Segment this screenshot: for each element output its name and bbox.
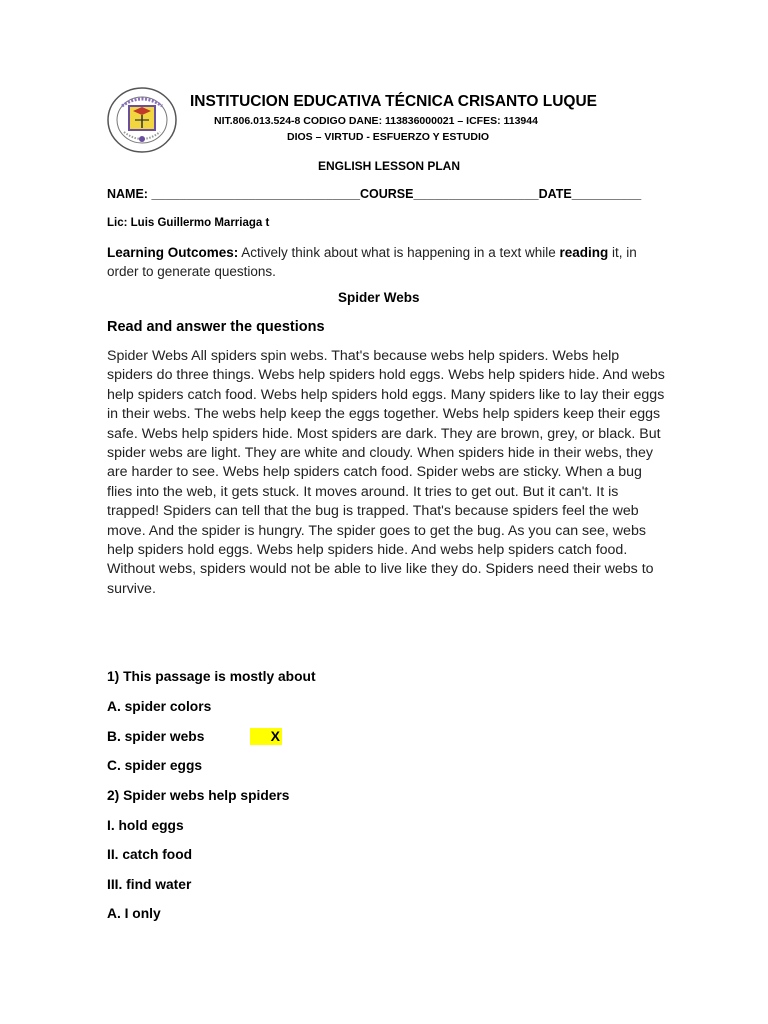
option-iii: III. find water [107,877,192,892]
option-ii: II. catch food [107,847,193,862]
outcomes-text-2: it, in order to generate questions. [107,245,637,279]
outcomes-text-1: Actively think about what is happening in a text while [238,245,560,260]
option-i: I. hold eggs [107,818,184,833]
school-motto: DIOS – VIRTUD - ESFUERZO Y ESTUDIO [287,131,490,143]
instruction: Read and answer the questions [107,319,325,335]
option-a-i-only: A. I only [107,906,161,921]
outcomes-bold-word: reading [559,245,609,260]
question-1: 1) This passage is mostly about [107,669,316,684]
teacher-name: Lic: Luis Guillermo Marriaga t [107,217,270,229]
learning-outcomes [107,243,667,281]
lesson-plan-title: ENGLISH LESSON PLAN [318,159,461,173]
learning-outcomes-label: Learning Outcomes: [107,245,239,260]
answer-mark: X [250,728,282,745]
reading-title: Spider Webs [338,290,420,305]
option-a: A. spider colors [107,699,212,714]
option-c: C. spider eggs [107,758,203,773]
school-crest-icon [106,86,178,154]
school-ids: NIT.806.013.524-8 CODIGO DANE: 113836000021 – ICFES: 113944 [214,115,538,127]
question-2: 2) Spider webs help spiders [107,788,290,803]
school-name: INSTITUCION EDUCATIVA TÉCNICA CRISANTO LUQUE [190,93,598,110]
option-b: B. spider webs [107,729,205,744]
name-course-date-line: NAME: ______________________________COURSE__________________DATE__________ [107,187,642,201]
reading-passage: Spider Webs All spiders spin webs. That's because webs help spiders. Webs help spiders do three things. Webs help spiders hold eggs. Webs help spiders hide. And webs help spiders catch food. Webs help spiders hold eggs. Many spiders like to lay their eggs in their webs. The webs help keep the eggs together. Webs help spiders keep their eggs safe. Webs help spiders hide. Most spiders are dark. They are brown, grey, or black. But spider webs are light. They are white and cloudy. When spiders hide in their webs, they are harder to see. Webs help spiders catch food. Spider webs are sticky. When a bug flies into the web, it gets stuck. It moves around. It tries to get out. But it can't. It is trapped! Spiders can tell that the bug is trapped. That's because spiders feel the web move. And the spider is hungry. The spider goes to get the bug. As you can see, webs help spiders hold eggs. Webs help spiders hide. And webs help spiders catch food. Without webs, spiders would not be able to live like they do. Spiders need their webs to survive. [107,348,665,597]
